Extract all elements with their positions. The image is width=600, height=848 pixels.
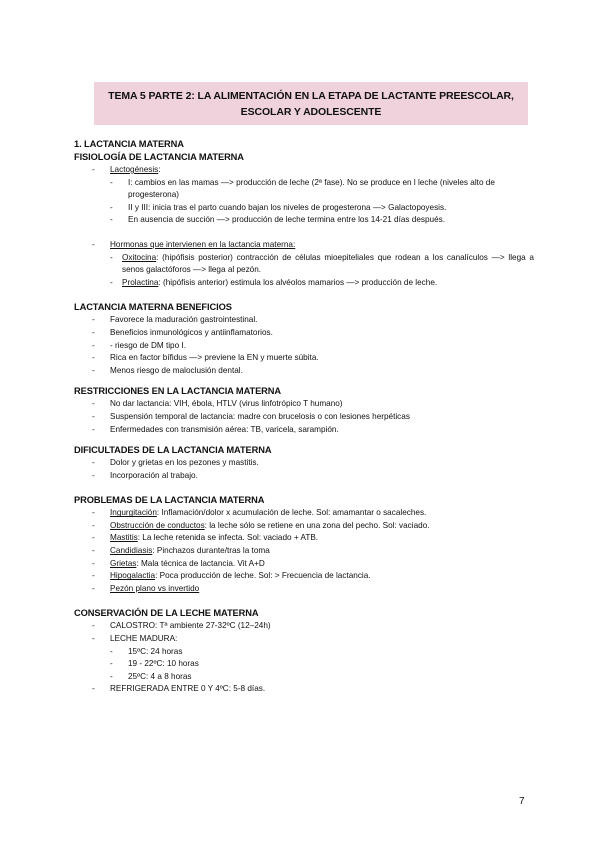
list-item-hormonas [74, 239, 534, 289]
list-item-pezon [74, 583, 534, 596]
list-item: - 15ºC: 24 horas [74, 646, 534, 659]
list-item: - 19 - 22ºC: 10 horas [74, 658, 534, 671]
heading-conservacion: CONSERVACIÓN DE LA LECHE MATERNA [74, 608, 259, 619]
heading-dificultades: DIFICULTADES DE LA LACTANCIA MATERNA [74, 445, 272, 456]
problema-text: : Poca producción de leche. Sol: > Frecuencia de lactancia. [155, 571, 371, 581]
oxitocina-text: : (hipófisis posterior) contracción de células mioepiteliales que rodean a los canalículos —> llega a senos galactóforos —> llega al pezón. [122, 252, 534, 275]
list-item-obstruccion [74, 520, 534, 533]
term-prolactina: Prolactina [122, 277, 159, 287]
term-candidiasis: Candidiasis [110, 546, 153, 556]
term-grietas: Grietas [110, 558, 137, 568]
list-item-grietas [74, 558, 534, 571]
dificultades-list [74, 457, 534, 482]
subheading-fisiologia: FISIOLOGÍA DE LACTANCIA MATERNA [74, 152, 244, 162]
term-hipogalactia: Hipogalactia [110, 571, 156, 581]
heading-beneficios: LACTANCIA MATERNA BENEFICIOS [74, 302, 232, 313]
problema-text: : Pinchazos durante/tras la toma [152, 546, 270, 556]
list-item: - I: cambios en las mamas —> producción de leche (2ª fase). No se produce en l leche (niveles alto de progesterona) [74, 177, 534, 202]
list-item-prolactina [74, 277, 534, 290]
document-body [74, 138, 534, 696]
conservacion-list [74, 620, 534, 696]
list-item: - En ausencia de succión —> producción de leche termina entre los 14-21 días después. [74, 214, 534, 227]
problema-text: : la leche sólo se retiene en una zona del pecho. Sol: vaciado. [204, 520, 430, 530]
hormonas-sublist [110, 252, 534, 290]
list-item-hipogalactia [74, 570, 534, 583]
list-item: - Incorporación al trabajo. [74, 470, 534, 483]
hormonas-list [74, 239, 534, 289]
term-oxitocina: Oxitocina [122, 252, 157, 262]
problema-text: : Mala técnica de lactancia. Vit A+D [136, 558, 265, 568]
list-item-leche-madura [74, 633, 534, 683]
list-item-lactogenesis [74, 164, 534, 227]
problemas-list [74, 507, 534, 595]
list-item: - Menos riesgo de maloclusión dental. [74, 365, 534, 378]
problema-text: : Inflamación/dolor x acumulación de leche. Sol: amamantar o sacaleches. [156, 508, 427, 518]
term-pezon: Pezón plano vs invertido [110, 583, 200, 593]
problema-text: : La leche retenida se infecta. Sol: vaciado + ATB. [137, 533, 319, 543]
title-line-1: TEMA 5 PARTE 2: LA ALIMENTACIÓN EN LA ETAPA DE LACTANTE PREESCOLAR, [108, 90, 514, 102]
list-item-mastitis [74, 532, 534, 545]
list-item: - No dar lactancia: VIH, ébola, HTLV (virus linfotrópico T humano) [74, 398, 534, 411]
list-item: - Enfermedades con transmisión aérea: TB, varicela, sarampión. [74, 424, 534, 437]
restricciones-list [74, 398, 534, 436]
beneficios-list [74, 314, 534, 377]
page-number: 7 [519, 796, 525, 807]
list-item-candidiasis [74, 545, 534, 558]
list-item: - Rica en factor bífidus —> previene la EN y muerte súbita. [74, 352, 534, 365]
term-mastitis: Mastitis [110, 533, 138, 543]
section-heading-lactancia: 1. LACTANCIA MATERNA [74, 139, 184, 149]
list-item: - Beneficios inmunológicos y antiinflamatorios. [74, 327, 534, 340]
list-item: - Dolor y grietas en los pezones y mastitis. [74, 457, 534, 470]
hormonas-label: Hormonas que intervienen en la lactancia materna: [110, 239, 296, 249]
list-item-ingurgitacion [74, 507, 534, 520]
list-item-refrigerada: - REFRIGERADA ENTRE 0 Y 4ºC: 5-8 días. [74, 683, 534, 696]
list-item: - Suspensión temporal de lactancia: madre con brucelosis o con lesiones herpéticas [74, 411, 534, 424]
term-obstruccion: Obstrucción de conductos [110, 520, 205, 530]
document-title-box [94, 82, 528, 125]
list-item: - - riesgo de DM tipo I. [74, 340, 534, 353]
heading-problemas: PROBLEMAS DE LA LACTANCIA MATERNA [74, 495, 265, 506]
list-item: - II y III: inicia tras el parto cuando bajan los niveles de progesterona —> Galactopoyesis. [74, 202, 534, 215]
list-item: - 25ºC: 4 a 8 horas [74, 671, 534, 684]
fisiologia-list [74, 164, 534, 227]
list-item: - Favorece la maduración gastrointestinal. [74, 314, 534, 327]
term-suffix: : [158, 165, 161, 174]
leche-madura-label: LECHE MADURA: [110, 634, 178, 644]
list-item-calostro: - CALOSTRO: Tª ambiente 27-32ºC (12–24h) [74, 620, 534, 633]
list-item-oxitocina [74, 252, 534, 277]
title-line-2: ESCOLAR Y ADOLESCENTE [240, 106, 382, 118]
heading-restricciones: RESTRICCIONES EN LA LACTANCIA MATERNA [74, 386, 282, 397]
leche-madura-sublist [110, 646, 534, 684]
term-lactogenesis: Lactogénesis [110, 165, 159, 174]
lactogenesis-sublist [110, 177, 534, 227]
prolactina-text: : (hipófisis anterior) estimula los alvéolos mamarios —> producción de leche. [158, 277, 438, 287]
term-ingurgitacion: Ingurgitación [110, 508, 157, 518]
